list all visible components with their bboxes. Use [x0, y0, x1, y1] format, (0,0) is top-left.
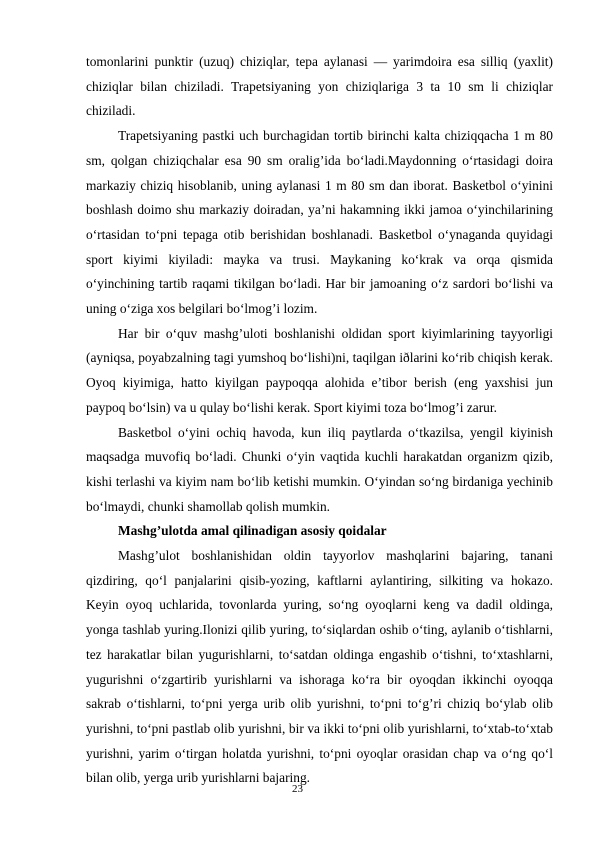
- section-heading: Mashg’ulotda amal qilinadigan asosiy qoidalar: [118, 523, 387, 539]
- body-paragraph: tomonlarini punktir (uzuq) chiziqlar, tepa aylanasi — yarimdoira esa silliq (yaxlit) chiziqlar bilan chiziladi. Trapetsiyaning yon chiziqlariga 3 ta 10 sm li chiziqlar chiziladi.: [86, 54, 553, 119]
- body-paragraph: Mashg’ulot boshlanishidan oldin tayyorlov mashqlarini bajaring, tanani qizdiring, qo‘l panjalarini qisib-yozing, kaftlarni aylantiring, silkiting va hokazo. Keyin oyoq uchlarida, tovonlarda yuring, so‘ng oyoqlarni keng va dadil oldinga, yonga tashlab yuring.Ilonizi qilib yuring, to‘siqlardan oshib o‘ting, aylanib o‘tishlarni, tez harakatlar bilan yugurishlarni, to‘satdan oldinga engashib o‘tishni, to‘xtashlarni, yugurishni o‘zgartirib yurishlarni va ishoraga ko‘ra bir oyoqdan ikkinchi oyoqqa sakrab o‘tishlarni, to‘pni yerga urib olib yurishni, to‘pni to‘g’ri chiziq bo‘ylab olib yurishni, to‘pni pastlab olib yurishni, bir va ikki to‘pni olib yurishlarni, to‘xtab-to‘xtab yurishni, yarim o‘tirgan holatda yurishni, to‘pni oyoqlar orasidan chap va o‘ng qo‘l bilan olib, yerga urib yurishlarni bajaring.: [86, 548, 553, 786]
- body-paragraph: Basketbol o‘yini ochiq havoda, kun iliq paytlarda o‘tkazilsa, yengil kiyinish maqsadga muvofiq bo‘ladi. Chunki o‘yin vaqtida kuchli harakatdan organizm qizib, kishi terlashi va kiyim nam bo‘lib ketishi mumkin. O‘yindan so‘ng birdaniga yechinib bo‘lmaydi, chunki shamollab qolish mumkin.: [86, 424, 553, 514]
- document-page: [86, 50, 553, 791]
- page-number: 23: [292, 783, 303, 795]
- body-paragraph: Har bir o‘quv mashg’uloti boshlanishi oldidan sport kiyimlarining tayyorligi (ayniqsa, poyabzalning tagi yumshoq bo‘lishi)ni, taqilgan iðlarini ko‘rib chiqish kerak. Oyoq kiyimiga, hatto kiyilgan paypoqqa alohida e’tibor berish (eng yaxshisi jun paypoq bo‘lsin) va u qulay bo‘lishi kerak. Sport kiyimi toza bo‘lmog’i zarur.: [86, 325, 553, 415]
- body-paragraph: Trapetsiyaning pastki uch burchagidan tortib birinchi kalta chiziqqacha 1 m 80 sm, qolgan chiziqchalar esa 90 sm oralig’ida bo‘ladi.Maydonning o‘rtasidagi doira markaziy chiziq hisoblanib, uning aylanasi 1 m 80 sm dan iborat. Basketbol o‘yinini boshlash doimo shu markaziy doiradan, ya’ni hakamning ikki jamoa o‘yinchilarining o‘rtasidan to‘pni tepaga otib berishidan boshlanadi. Basketbol o‘ynaganda quyidagi sport kiyimi kiyiladi: mayka va trusi. Maykaning ko‘krak va orqa qismida o‘yinchining tartib raqami tikilgan bo‘ladi. Har bir jamoaning o‘z sardori bo‘lishi va uning o‘ziga xos belgilari bo‘lmog’i lozim.: [86, 128, 553, 317]
